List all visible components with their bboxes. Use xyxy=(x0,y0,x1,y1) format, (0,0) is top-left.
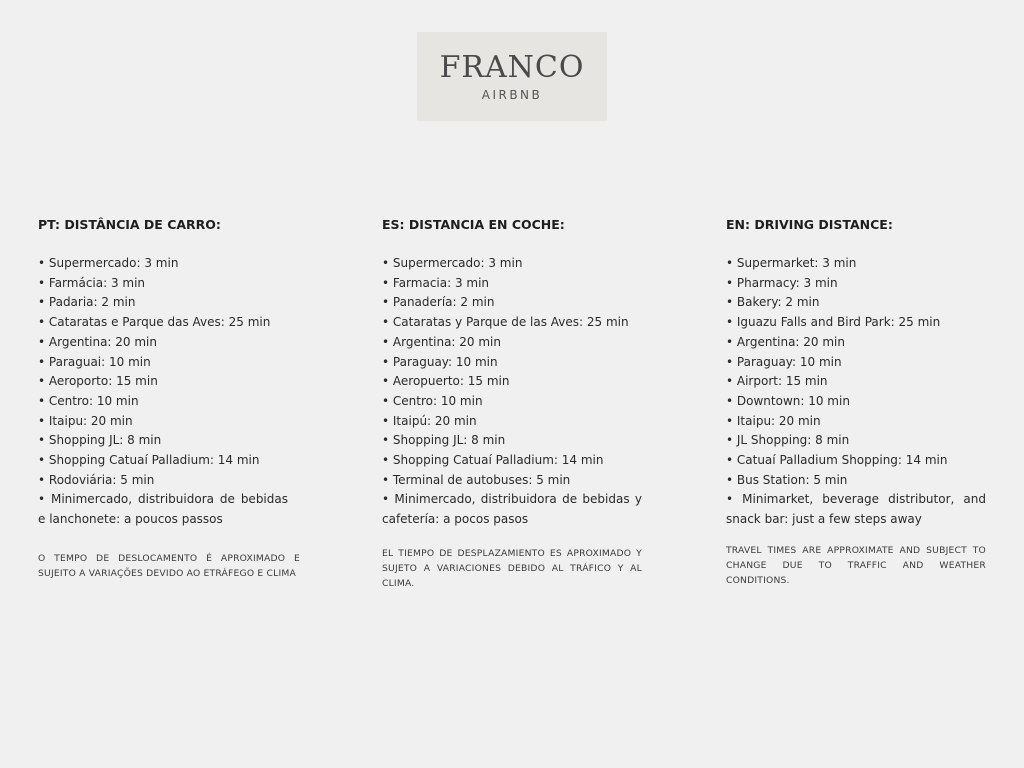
list-item: • Downtown: 10 min xyxy=(726,393,850,408)
list-item: • Panadería: 2 min xyxy=(382,295,495,310)
list-item: • Bakery: 2 min xyxy=(726,295,820,310)
column-portuguese xyxy=(38,215,298,581)
list-item: • Centro: 10 min xyxy=(38,393,139,408)
list-item: • Supermercado: 3 min xyxy=(382,256,523,270)
list-item: • Argentina: 20 min xyxy=(726,334,845,349)
list-item: • Paraguay: 10 min xyxy=(382,354,498,369)
list-item: • Padaria: 2 min xyxy=(38,295,136,310)
list-item: • Cataratas y Parque de las Aves: 25 min xyxy=(382,315,629,330)
list-item: • Argentina: 20 min xyxy=(382,334,501,349)
list-item: • Airport: 15 min xyxy=(726,374,828,389)
logo-badge xyxy=(417,32,607,121)
column-english xyxy=(726,215,986,588)
column-heading: EN: DRIVING DISTANCE: xyxy=(726,217,893,232)
list-item: • Aeroporto: 15 min xyxy=(38,374,158,389)
list-item: • Itaipu: 20 min xyxy=(726,413,821,428)
list-item: • Shopping Catuaí Palladium: 14 min xyxy=(38,453,260,468)
list-item: • JL Shopping: 8 min xyxy=(726,433,850,448)
logo-subtitle: AIRBNB xyxy=(481,88,543,102)
list-item: • Bus Station: 5 min xyxy=(726,472,848,487)
travel-time-note: TRAVEL TIMES ARE APPROXIMATE AND SUBJECT TO CHANGE DUE TO TRAFFIC AND WEATHER CONDITIONS. xyxy=(726,544,986,586)
list-item: • Supermercado: 3 min xyxy=(38,256,179,270)
list-item: • Itaipú: 20 min xyxy=(382,413,477,428)
list-item: • Farmácia: 3 min xyxy=(38,275,146,290)
list-item: • Shopping JL: 8 min xyxy=(382,433,506,448)
list-item: • Shopping Catuaí Palladium: 14 min xyxy=(382,453,604,468)
list-item: • Terminal de autobuses: 5 min xyxy=(382,472,571,487)
distance-list xyxy=(382,254,642,530)
distance-list xyxy=(726,254,986,530)
list-item: • Minimarket, beverage distributor, and snack bar: just a few steps away xyxy=(726,492,986,527)
list-item: • Centro: 10 min xyxy=(382,393,483,408)
list-item: • Paraguai: 10 min xyxy=(38,354,151,369)
column-heading: ES: DISTANCIA EN COCHE: xyxy=(382,217,565,232)
travel-time-note: EL TIEMPO DE DESPLAZAMIENTO ES APROXIMADO Y SUJETO A VARIACIONES DEBIDO AL TRÁFICO Y AL CLIMA. xyxy=(382,547,642,589)
list-item: • Rodoviária: 5 min xyxy=(38,472,155,487)
list-item: • Minimercado, distribuidora de bebidas y cafetería: a pocos pasos xyxy=(382,492,642,527)
list-item: • Catuaí Palladium Shopping: 14 min xyxy=(726,453,948,468)
list-item: • Argentina: 20 min xyxy=(38,334,157,349)
travel-time-note: O TEMPO DE DESLOCAMENTO É APROXIMADO E SUJEITO A VARIAÇÕES DEVIDO AO ETRÁFEGO E CLIMA xyxy=(38,552,300,579)
list-item: • Supermarket: 3 min xyxy=(726,256,857,270)
list-item: • Iguazu Falls and Bird Park: 25 min xyxy=(726,315,941,330)
logo-name: FRANCO xyxy=(439,50,585,85)
distance-list xyxy=(38,254,298,530)
list-item: • Farmacia: 3 min xyxy=(382,275,490,290)
list-item: • Cataratas e Parque das Aves: 25 min xyxy=(38,315,271,330)
column-heading: PT: DISTÂNCIA DE CARRO: xyxy=(38,217,221,232)
list-item: • Paraguay: 10 min xyxy=(726,354,842,369)
list-item: • Minimercado, distribuidora de bebidas e lanchonete: a poucos passos xyxy=(38,492,288,527)
list-item: • Aeropuerto: 15 min xyxy=(382,374,510,389)
list-item: • Shopping JL: 8 min xyxy=(38,433,162,448)
column-spanish xyxy=(382,215,642,591)
list-item: • Pharmacy: 3 min xyxy=(726,275,838,290)
list-item: • Itaipu: 20 min xyxy=(38,413,133,428)
